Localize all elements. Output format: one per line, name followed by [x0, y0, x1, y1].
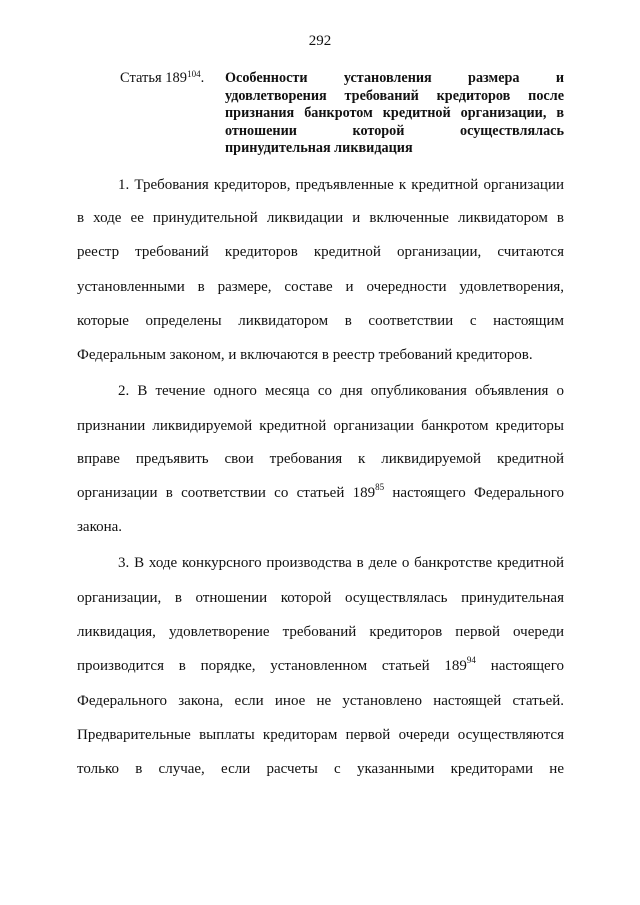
article-title: Особенности установления размера и удовлетворения требований кредиторов после признания банкротом кредитной организации, в отношении которой осуществлялась принудительная ликвидация — [225, 70, 564, 156]
page-number: 292 — [308, 33, 332, 49]
paragraph-2-line-3: вправе предъявить свои требования к ликвидируемой кредитной — [77, 451, 564, 467]
paragraph-2-line-1: 2. В течение одного месяца со дня опубликования объявления о — [118, 383, 564, 399]
article-label: Статья $189^{104}$. — [120, 69, 205, 86]
paragraph-2-line-5: закона. — [77, 519, 123, 535]
paragraph-3-line-6: Предварительные выплаты кредиторам первой очереди осуществляются — [77, 727, 564, 743]
paragraph-3-line-7: только в случае, если расчеты с указанными кредиторами не — [77, 761, 564, 777]
paragraph-3-line-1: 3. В ходе конкурсного производства в деле о банкротстве кредитной — [118, 555, 564, 571]
paragraph-3-line-3: ликвидация, удовлетворение требований кредиторов первой очереди — [77, 624, 564, 640]
paragraph-3-line-4: производится в порядке, установленном статьей $189^{94}$ настоящего — [77, 655, 564, 674]
paragraph-1-line-3: реестр требований кредиторов кредитной организации, считаются — [77, 244, 564, 260]
paragraph-1-line-2: в ходе ее принудительной ликвидации и включенные ликвидатором в — [77, 210, 564, 226]
paragraph-1-line-4: установленными в размере, составе и очередности удовлетворения, — [77, 279, 564, 295]
paragraph-2-line-2: признании ликвидируемой кредитной организации банкротом кредиторы — [77, 418, 564, 434]
paragraph-1-line-6: Федеральным законом, и включаются в реестр требований кредиторов. — [77, 347, 533, 363]
paragraph-1-line-5: которые определены ликвидатором в соответствии с настоящим — [77, 313, 564, 329]
paragraph-3-line-2: организации, в отношении которой осуществлялась принудительная — [77, 590, 564, 606]
paragraph-2-line-4: организации в соответствии со статьей $189^{85}$ настоящего Федерального — [77, 482, 564, 501]
paragraph-3-line-5: Федерального закона, если иное не установлено настоящей статьей. — [77, 693, 564, 709]
paragraph-1-line-1: 1. Требования кредиторов, предъявленные к кредитной организации — [118, 177, 564, 193]
